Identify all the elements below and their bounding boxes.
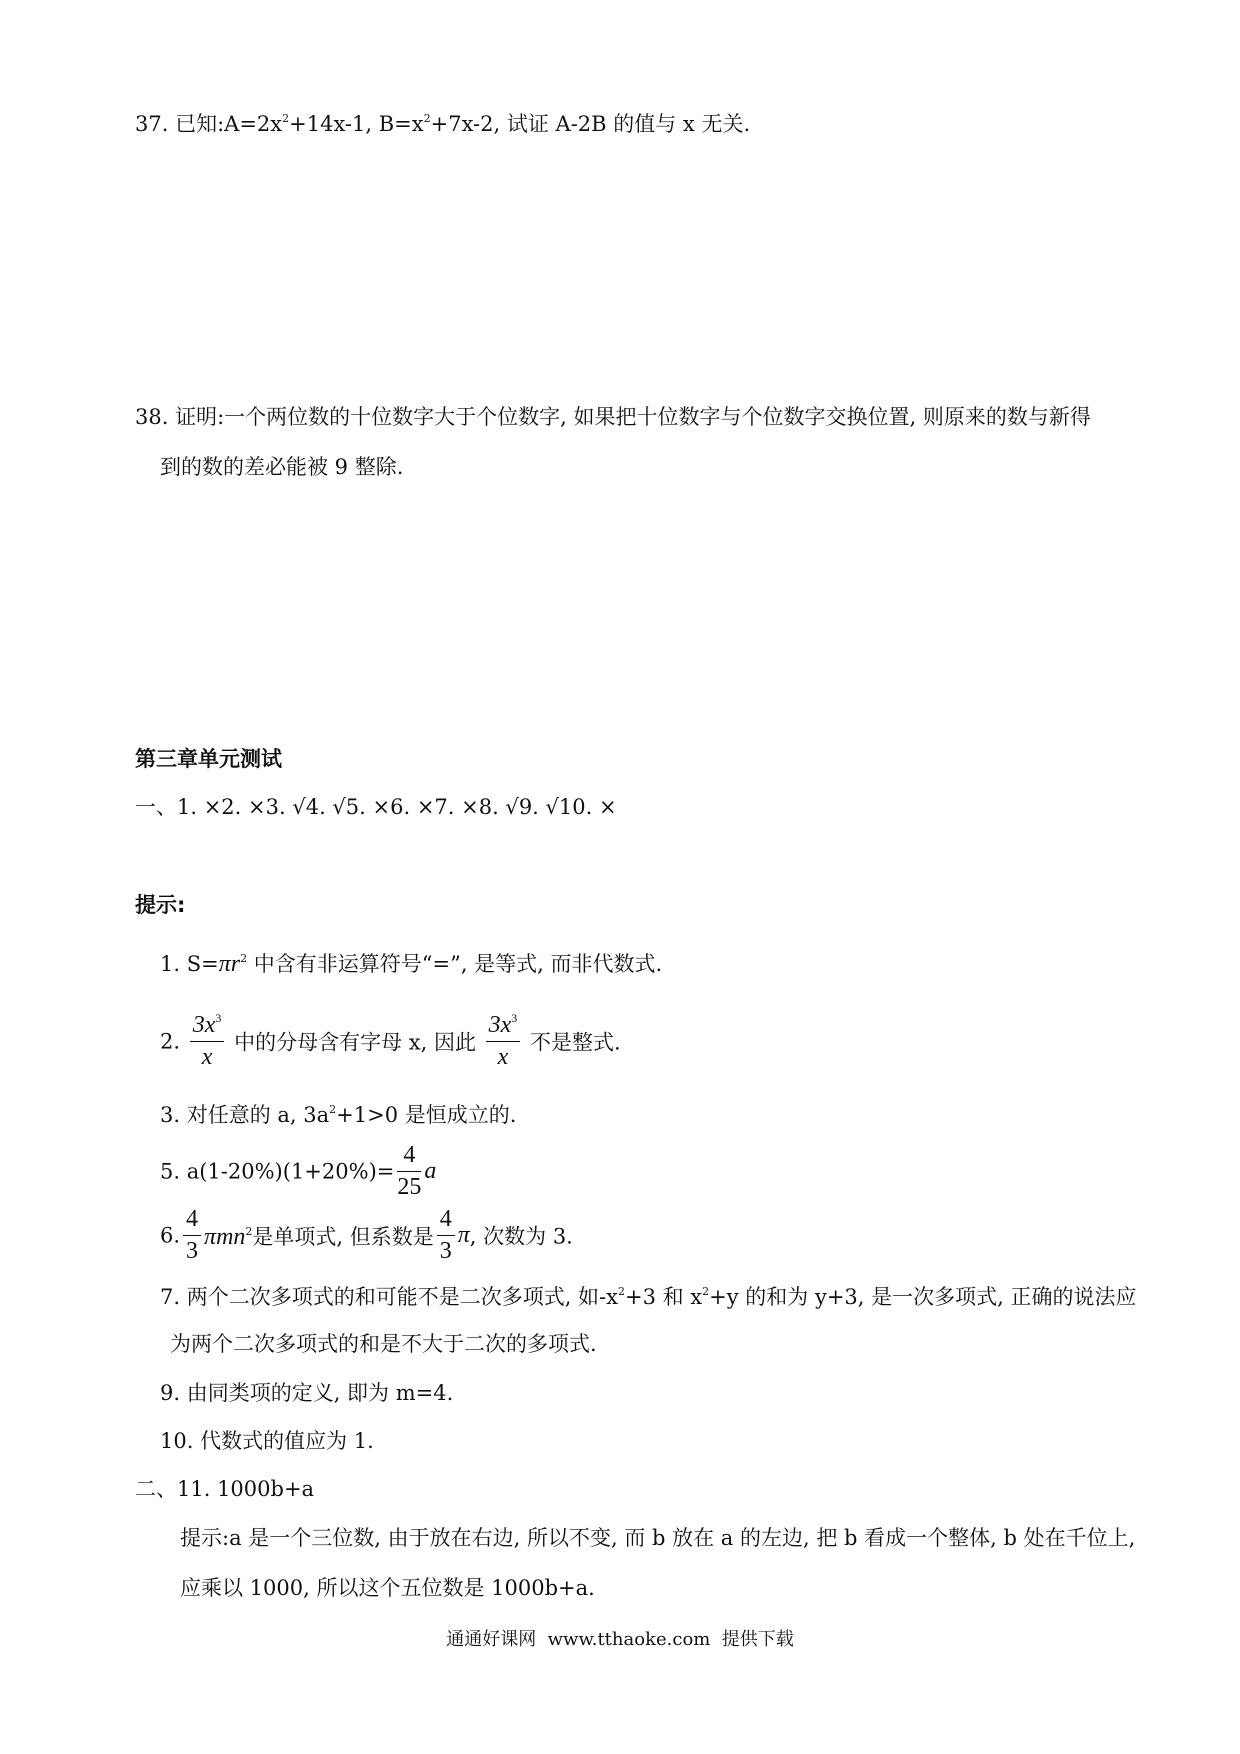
exponent: 2	[618, 1285, 625, 1298]
hint-9: 9. 由同类项的定义, 即为 m=4.	[160, 1381, 454, 1405]
hint-10: 10. 代数式的值应为 1.	[160, 1429, 374, 1453]
hint-7-line-2: 为两个二次多项式的和是不大于二次的多项式.	[170, 1332, 597, 1356]
exponent: 2	[245, 1224, 253, 1238]
hint-6	[160, 1207, 573, 1264]
question-38-line-1: 38. 证明:一个两位数的十位数字大于个位数字, 如果把十位数字与个位数字交换位置, 则原来的数与新得	[135, 405, 1091, 429]
fraction-numerator: 4	[437, 1207, 455, 1236]
exponent: 3	[511, 1011, 518, 1025]
fraction-numerator: 4	[183, 1207, 201, 1236]
part2-hint-line-1: 提示:a 是一个三位数, 由于放在右边, 所以不变, 而 b 放在 a 的左边, 把 b 看成一个整体, b 处在千位上,	[180, 1526, 1136, 1550]
q37-text-1: 37. 已知:A=2x	[135, 112, 283, 136]
fraction-4-over-3	[183, 1207, 201, 1264]
part2-answer: 二、11. 1000b+a	[135, 1477, 315, 1501]
part2-hint-line-2: 应乘以 1000, 所以这个五位数是 1000b+a.	[180, 1576, 595, 1600]
fraction-denominator: 3	[439, 1238, 452, 1265]
hint-7-line-1	[160, 1287, 1137, 1308]
fraction-3x3-over-x-2	[486, 1013, 521, 1070]
fraction-denominator: 25	[397, 1174, 422, 1201]
hint-6-suffix: , 次数为 3.	[469, 1224, 573, 1249]
section-title: 第三章单元测试	[135, 747, 282, 771]
hint-1-prefix: 1. S=	[160, 952, 219, 976]
variable-a: a	[424, 1158, 437, 1185]
fraction-denominator: x	[497, 1044, 509, 1071]
hint-7-text-3: +y 的和为 y+3, 是一次多项式, 正确的说法应	[709, 1285, 1137, 1309]
q37-text-3: +7x-2, 试证 A-2B 的值与 x 无关.	[430, 112, 751, 136]
fraction-denominator: 3	[186, 1238, 199, 1265]
footer-watermark: 通通好课网 www.tthaoke.com 提供下载	[446, 1629, 794, 1650]
hint-5-prefix: 5. a(1-20%)(1+20%)=	[160, 1159, 395, 1184]
hint-2-prefix: 2.	[160, 1029, 181, 1054]
fraction-denominator: x	[201, 1044, 213, 1071]
fraction-numerator: 4	[397, 1143, 421, 1172]
hint-3-text: +1>0 是恒成立的.	[336, 1103, 517, 1127]
fraction-numerator: 3x	[192, 1012, 216, 1038]
exponent: 2	[240, 952, 248, 965]
pi-symbol: π	[457, 1222, 470, 1249]
radius-variable: r	[230, 951, 241, 977]
hint-7-text-2: +3 和 x	[625, 1285, 703, 1309]
fraction-numerator: 3x	[488, 1012, 512, 1038]
fraction-3x3-over-x	[190, 1013, 225, 1070]
pi-symbol: π	[218, 951, 231, 977]
hint-6-prefix: 6.	[160, 1223, 181, 1248]
hint-2-text: 中的分母含有字母 x, 因此	[234, 1030, 476, 1055]
hint-7-text-1: 7. 两个二次多项式的和可能不是二次多项式, 如-x	[160, 1285, 618, 1309]
hint-3	[160, 1105, 516, 1126]
hint-2	[160, 1013, 621, 1070]
exponent: 2	[702, 1285, 710, 1298]
hint-6-text: 是单项式, 但系数是	[252, 1224, 434, 1249]
q37-text-2: +14x-1, B=x	[289, 112, 424, 136]
hint-3-prefix: 3. 对任意的 a, 3a	[160, 1103, 330, 1127]
hint-title: 提示:	[135, 893, 186, 917]
fraction-4-over-25	[397, 1143, 421, 1200]
monomial-term: πmn	[204, 1223, 246, 1250]
hint-5	[160, 1143, 436, 1200]
exponent: 2	[329, 1103, 337, 1116]
hint-1-text: 中含有非运算符号“=”, 是等式, 而非代数式.	[247, 952, 663, 976]
question-37: 37. 已知$:A=2x^2+14x-1$, $B=x^2+7x-2$, 试证 A-2B 的值与 x 无关.	[135, 112, 751, 136]
question-38-line-2: 到的数的差必能被 9 整除.	[160, 455, 404, 479]
fraction-4-over-3-2	[437, 1207, 455, 1264]
part1-answers: 一、1. ×2. ×3. √4. √5. ×6. ×7. ×8. √9. √10. ×	[135, 795, 617, 819]
hint-2-suffix: 不是整式.	[529, 1030, 621, 1055]
exponent: 3	[215, 1011, 222, 1025]
hint-1	[160, 952, 662, 976]
